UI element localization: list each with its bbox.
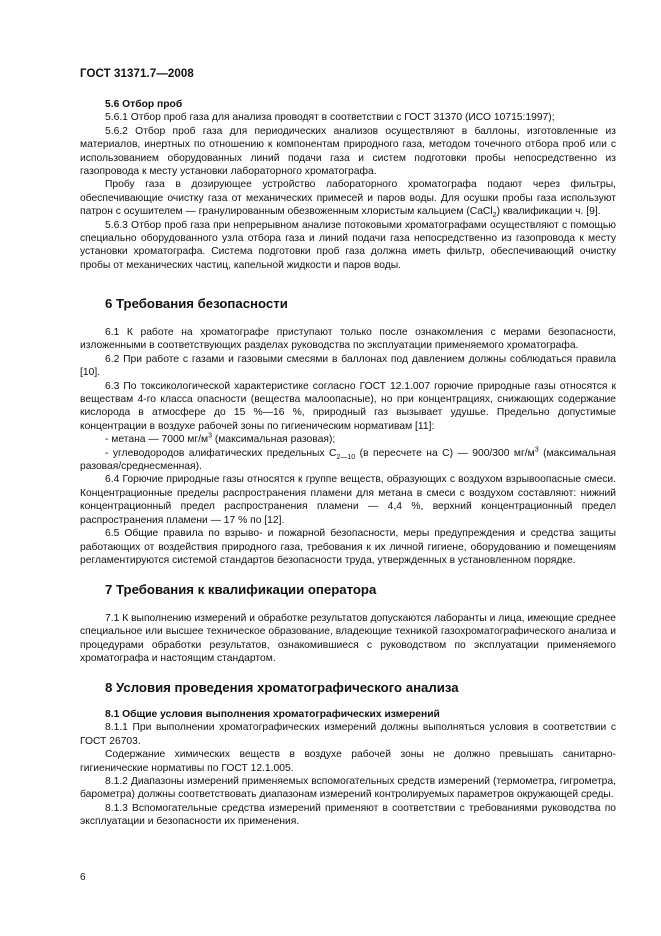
page-number: 6 — [80, 872, 86, 883]
list-item: - метана — 7000 $мг/м^3$ (максимальная разовая); — [105, 432, 336, 446]
list-item: - углеводородов алифатических предельных $C_{2—10}$ (в пересчете на C) — 900/300 $мг/м^3$ (максимальная разовая/среднесменная). — [80, 446, 616, 473]
paragraph: 5.6.2 Отбор проб газа для периодических анализов осуществляют в баллоны, изготовленные из материалов, инертных по отношению к компонентам природного газа, методом точечного отбора проб или с использованием оборудованных линий подачи газа и систем подготовки пробы непосредственно из газопровода к месту установки лабораторного хроматографа. — [80, 125, 616, 178]
section-6 — [80, 296, 616, 567]
paragraph: 7.1 К выполнению измерений и обработке результатов допускаются лаборанты и лица, имеющие среднее специальное или высшее техническое образование, владеющие техникой газохроматографического анализа и процедурами обработки результатов, ознакомившиеся с руководством по эксплуатации применяемого хроматографа и настоящим стандартом. — [80, 613, 616, 665]
paragraph: 6.5 Общие правила по взрыво- и пожарной безопасности, меры предупреждения и средства защиты работающих от воздействия природного газа, требования к их личной гигиене, оборудованию и помещениям регламентируются системой стандартов безопасности труда, утвержденных в установленном порядке. — [80, 528, 616, 566]
section-7 — [80, 582, 616, 666]
paragraph: 8.1.2 Диапазоны измерений применяемых вспомогательных средств измерений (термометра, гигрометра, барометра) должны соответствовать диапазонам измерений контролируемых параметров окружающей среды. — [80, 776, 616, 801]
section-8 — [80, 680, 616, 829]
section-5-6 — [80, 98, 616, 272]
paragraph: 6.4 Горючие природные газы относятся к группе веществ, образующих с воздухом взрывоопасные смеси. Концентрационные пределы распространения пламени для метана в смеси с воздухом составляют: нижний концентрационный предел распространения пламени — 4,4 %, верхний концентрационный предел распространения пламени — 17 % по [12]. — [80, 474, 616, 526]
paragraph: 8.1.1 При выполнении хроматографических измерений должны выполняться условия в соответствии с ГОСТ 26703. — [80, 722, 616, 747]
document-header: ГОСТ 31371.7—2008 — [80, 68, 194, 80]
paragraph: 5.6.3 Отбор проб газа при непрерывном анализе потоковыми хроматографами осуществляют с помощью специально оборудованного узла отбора газа и линий подачи газа непосредственно из газопровода к месту установки хроматографа. Система подготовки проб газа должна иметь фильтр, обеспечивающий очистку пробы от механических частиц, капельной жидкости и паров воды. — [80, 219, 616, 271]
paragraph: 5.6.1 Отбор проб газа для анализа проводят в соответствии с ГОСТ 31370 (ИСО 10715:1997); — [105, 112, 555, 124]
paragraph: 6.1 К работе на хроматографе приступают только после ознакомления с мерами безопасности, изложенными в соответствующих разделах руководства по эксплуатации применяемого хроматографа. — [80, 327, 616, 352]
subsection-title: 5.6 Отбор проб — [105, 99, 183, 110]
paragraph: 8.1.3 Вспомогательные средства измерений применяют в соответствии с требованиями руководства по эксплуатации и безопасности их применения. — [80, 802, 616, 828]
subsection-title: 8.1 Общие условия выполнения хроматографических измерений — [105, 709, 440, 720]
section-title: 7 Требования к квалификации оператора — [105, 582, 377, 597]
section-title: 6 Требования безопасности — [105, 296, 288, 311]
section-title: 8 Условия проведения хроматографического анализа — [105, 680, 459, 695]
paragraph: 6.2 При работе с газами и газовыми смесями в баллонах под давлением должны соблюдаться правила [10]. — [80, 353, 616, 379]
paragraph: 6.3 По токсикологической характеристике согласно ГОСТ 12.1.007 горючие природные газы относятся к веществам 4-го класса опасности (вещества малоопасные), но при концентрациях, снижающих содержание кислорода в атмосфере до 15 %—16 %, природный газ вызывает удушье. Предельно допустимые концентрации в воздухе рабочей зоны по гигиеническим нормативам [11]: — [80, 380, 616, 432]
paragraph: Пробу газа в дозирующее устройство лабораторного хроматографа подают через фильтры, обеспечивающие очистку газа от механических примесей и паров воды. Для осушки пробы газа используют патрон с осушителем — гранулированным обезвоженным хлористым кальцием (CaCl$_2$) квалификации ч. [9]. — [80, 179, 616, 220]
paragraph: Содержание химических веществ в воздухе рабочей зоны не должно превышать санитарно-гигиенические нормативы по ГОСТ 12.1.005. — [80, 749, 616, 774]
